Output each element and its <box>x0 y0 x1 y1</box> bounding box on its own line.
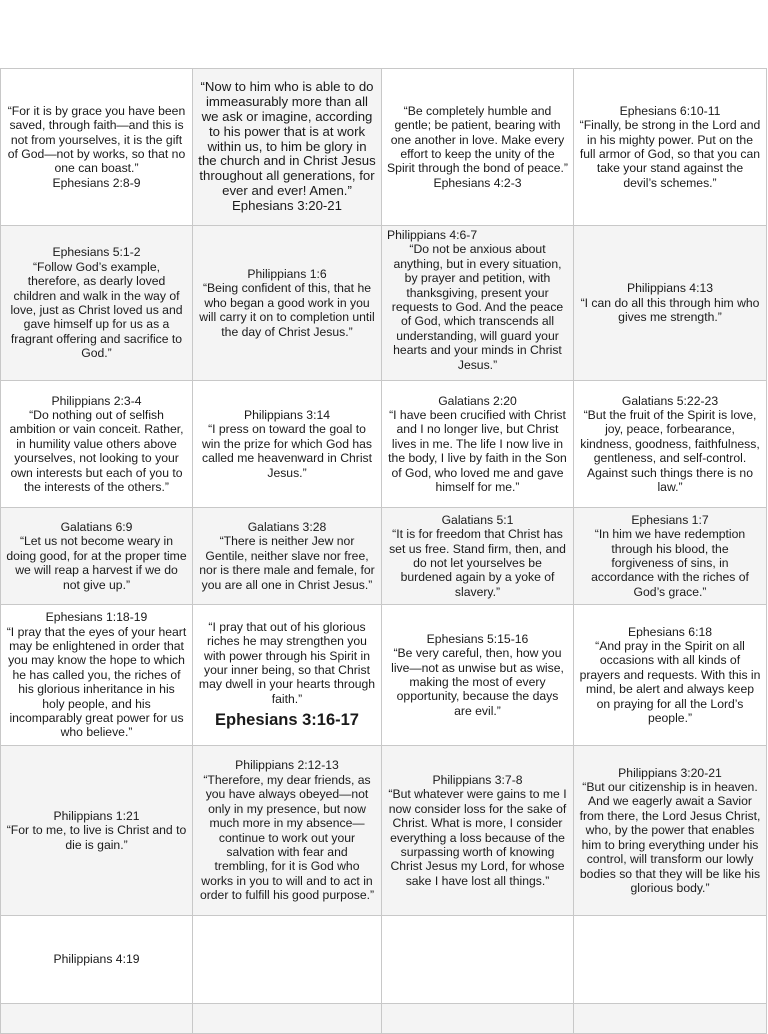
verse-card <box>193 508 382 605</box>
verse-card <box>574 381 767 508</box>
verse-card <box>574 69 767 226</box>
verse-text: “Therefore, my dear friends, as you have always obeyed—not only in my presence, but now much more in my absence—continue to work out your salvation with fear and trembling, for it is God who works in you to will and to act in order to fulfill his good purpose.” <box>199 772 375 903</box>
verse-reference-bold: Ephesians 3:16-17 <box>215 711 359 730</box>
verse-card <box>193 605 382 746</box>
empty-card <box>193 916 382 1004</box>
verse-text: “Be completely humble and gentle; be patient, bearing with one another in love. Make every effort to keep the unity of the Spirit through the bond of peace.” <box>387 103 568 176</box>
verse-reference: Philippians 3:14 <box>243 407 331 422</box>
verse-reference: Philippians 3:7-8 <box>432 772 523 787</box>
verse-card <box>1 605 193 746</box>
verse-card <box>1 226 193 381</box>
verse-card <box>382 746 574 916</box>
verse-text: “I pray that out of his glorious riches he may strengthen you with power through his Spirit in your inner being, so that Christ may dwell in your hearts through faith.” <box>198 619 376 706</box>
verse-card <box>382 226 574 381</box>
verse-reference: Philippians 2:3-4 <box>51 393 142 408</box>
verse-text: “There is neither Jew nor Gentile, neither slave nor free, nor is there male and female, for you are all one in Christ Jesus.” <box>199 534 375 592</box>
verse-card <box>382 381 574 508</box>
verse-reference: Philippians 3:20-21 <box>618 765 722 780</box>
verse-reference: Galatians 3:28 <box>247 519 327 534</box>
verse-text: “Let us not become weary in doing good, for at the proper time we will reap a harvest if we do not give up.” <box>6 534 187 592</box>
verse-reference: Ephesians 6:18 <box>627 624 713 639</box>
verse-text: “Do not be anxious about anything, but in every situation, by prayer and petition, with thanksgiving, present your requests to God. And the peace of God, which transcends all understanding, will guard your hearts and your minds in Christ Jesus.” <box>391 242 564 372</box>
verse-text: “But whatever were gains to me I now consider loss for the sake of Christ. What is more, I consider everything a loss because of the surpassing worth of knowing Christ Jesus my Lord, for whose sake I have lost all things.” <box>388 787 567 888</box>
verse-card <box>193 69 382 226</box>
verse-text: “Do nothing out of selfish ambition or vain conceit. Rather, in humility value others above yourselves, not looking to your own interests but each of you to the interests of the others.” <box>9 407 184 495</box>
verse-card <box>574 605 767 746</box>
verse-reference: Ephesians 5:15-16 <box>426 631 529 646</box>
verse-reference: Philippians 2:12-13 <box>235 758 339 773</box>
verse-text: “I press on toward the goal to win the prize for which God has called me heavenward in Christ Jesus.” <box>201 422 373 480</box>
verse-text: “But our citizenship is in heaven. And we eagerly await a Savior from there, the Lord Jesus Christ, who, by the power that enables him to bring everything under his control, will transform our lowly bodies so that they will be like his glorious body.” <box>579 780 761 895</box>
verse-text: “Now to him who is able to do immeasurably more than all we ask or imagine, according to his power that is at work within us, to him be glory in the church and in Christ Jesus throughout all generations, for ever and ever! Amen.” <box>198 79 376 198</box>
verse-text: “And pray in the Spirit on all occasions with all kinds of prayers and requests. With this in mind, be alert and always keep on praying for all the Lord’s people.” <box>579 638 761 726</box>
verse-card <box>382 605 574 746</box>
memory-verse-grid <box>0 68 767 1034</box>
verse-reference: Philippians 1:21 <box>53 808 140 823</box>
verse-reference: Ephesians 3:20-21 <box>232 197 342 213</box>
empty-card <box>193 1004 382 1034</box>
empty-card <box>574 916 767 1004</box>
verse-text: “I have been crucified with Christ and I no longer live, but Christ lives in me. The life I now live in the body, I live by faith in the Son of God, who loved me and gave himself for me.” <box>388 407 567 495</box>
empty-card <box>574 1004 767 1034</box>
verse-text: “It is for freedom that Christ has set us free. Stand firm, then, and do not let yourselves be burdened again by a yoke of slavery.” <box>389 527 566 599</box>
verse-text: “I pray that the eyes of your heart may be enlightened in order that you may know the hope to which he has called you, the riches of his glorious inheritance in his holy people, and his incomparably great power for us who believe.” <box>6 624 187 740</box>
verse-reference: Philippians 4:13 <box>626 281 714 296</box>
verse-reference: Galatians 2:20 <box>438 393 517 408</box>
verse-text: “Be very careful, then, how you live—not as unwise but as wise, making the most of every opportunity, because the days are evil.” <box>391 646 564 718</box>
verse-text: “I can do all this through him who gives me strength.” <box>580 295 760 325</box>
verse-text: “Finally, be strong in the Lord and in his mighty power. Put on the full armor of God, so that you can take your stand against the devil’s schemes.” <box>579 118 761 190</box>
verse-reference: Philippians 1:6 <box>247 266 327 281</box>
verse-reference: Ephesians 2:8-9 <box>52 175 141 190</box>
verse-card <box>193 746 382 916</box>
verse-card <box>193 381 382 508</box>
empty-card <box>382 1004 574 1034</box>
verse-text: “Being confident of this, that he who began a good work in you will carry it on to completion until the day of Christ Jesus.” <box>199 281 375 339</box>
verse-card <box>1 381 193 508</box>
verse-reference: Ephesians 4:2-3 <box>433 175 522 190</box>
verse-reference: Galatians 5:22-23 <box>621 393 719 408</box>
verse-reference: Ephesians 1:7 <box>631 512 709 527</box>
verse-card <box>382 69 574 226</box>
verse-reference: Ephesians 5:1-2 <box>52 245 141 260</box>
verse-text: “But the fruit of the Spirit is love, joy, peace, forbearance, kindness, goodness, faithfulness, gentleness, and self-control. Against such things there is no law.” <box>580 407 760 495</box>
verse-reference: Ephesians 6:10-11 <box>619 103 721 118</box>
verse-card <box>574 508 767 605</box>
verse-card <box>574 226 767 381</box>
verse-card <box>1 69 193 226</box>
empty-card <box>382 916 574 1004</box>
verse-reference: Philippians 4:6-7 <box>387 228 478 242</box>
verse-text: “In him we have redemption through his blood, the forgiveness of sins, in accordance with the riches of God’s grace.” <box>591 527 749 599</box>
verse-reference: Galatians 6:9 <box>60 519 133 534</box>
verse-text: “Follow God’s example, therefore, as dearly loved children and walk in the way of love, just as Christ loved us and gave himself up for us as a fragrant offering and sacrifice to God.” <box>10 259 183 361</box>
verse-card <box>1 508 193 605</box>
verse-reference: Galatians 5:1 <box>441 512 514 527</box>
verse-text: “For it is by grace you have been saved, through faith—and this is not from yourselves, it is the gift of God—not by works, so that no one can boast.” <box>7 103 186 176</box>
empty-card <box>1 1004 193 1034</box>
verse-card <box>382 508 574 605</box>
verse-reference: Ephesians 1:18-19 <box>45 610 148 625</box>
verse-text: “For to me, to live is Christ and to die is gain.” <box>6 823 187 852</box>
verse-reference: Philippians 4:19 <box>53 952 140 967</box>
verse-card <box>1 916 193 1004</box>
verse-card <box>574 746 767 916</box>
verse-card <box>193 226 382 381</box>
verse-card <box>1 746 193 916</box>
